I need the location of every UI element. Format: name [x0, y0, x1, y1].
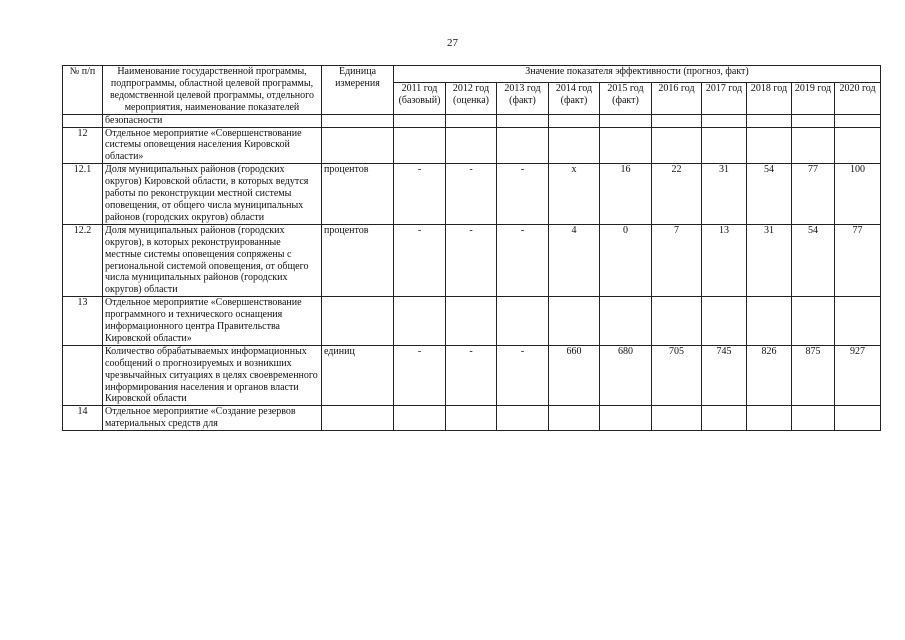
row-num: 12 [63, 127, 103, 164]
row-name: Количество обрабатываемых информационных сообщений о прогнозируемых и возникших чрезвычайных ситуациях в целях своевременного информирования населения и органов власти Кировской области [103, 345, 322, 406]
row-value [835, 406, 881, 431]
row-value [835, 297, 881, 346]
row-num: 14 [63, 406, 103, 431]
page-number: 27 [447, 37, 458, 49]
row-value: 680 [600, 345, 652, 406]
row-value: 4 [549, 224, 600, 296]
row-value: - [497, 345, 549, 406]
row-value [600, 127, 652, 164]
row-value [747, 406, 792, 431]
row-value [652, 297, 702, 346]
row-unit: процентов [322, 224, 394, 296]
row-value [497, 127, 549, 164]
header-num: № п/п [63, 66, 103, 115]
row-value [549, 114, 600, 127]
table-row [63, 297, 881, 346]
row-value: 100 [835, 164, 881, 225]
table-row [63, 224, 881, 296]
row-value: 745 [702, 345, 747, 406]
row-value: 826 [747, 345, 792, 406]
row-value: 660 [549, 345, 600, 406]
row-value: 31 [702, 164, 747, 225]
row-name: Доля муниципальных районов (городских округов) Кировской области, в которых ведутся работы по реконструкции местной системы оповещения, от общего числа муниципальных районов (городских округов) области [103, 164, 322, 225]
row-value [600, 406, 652, 431]
header-values-group: Значение показателя эффективности (прогноз, факт) [394, 66, 881, 83]
indicators-table [62, 65, 881, 431]
row-value: 22 [652, 164, 702, 225]
header-name: Наименование государственной программы, подпрограммы, областной целевой программы, ведомственной целевой программы, отдельного мероприятия, наименование показателей [103, 66, 322, 115]
row-num [63, 114, 103, 127]
row-unit [322, 127, 394, 164]
row-unit [322, 297, 394, 346]
header-row-1 [63, 66, 881, 83]
row-num: 12.2 [63, 224, 103, 296]
row-value [600, 297, 652, 346]
row-value: - [446, 224, 497, 296]
row-value [549, 406, 600, 431]
row-value [497, 406, 549, 431]
header-year: 2015 год (факт) [600, 82, 652, 114]
table-row [63, 406, 881, 431]
row-value [446, 127, 497, 164]
row-unit [322, 114, 394, 127]
row-value: 31 [747, 224, 792, 296]
row-unit [322, 406, 394, 431]
row-value [792, 297, 835, 346]
row-value [549, 127, 600, 164]
row-value: 77 [792, 164, 835, 225]
row-value [702, 114, 747, 127]
row-value [702, 406, 747, 431]
row-value: 705 [652, 345, 702, 406]
header-year: 2017 год [702, 82, 747, 114]
row-value [446, 297, 497, 346]
row-value [549, 297, 600, 346]
row-num: 13 [63, 297, 103, 346]
row-value [600, 114, 652, 127]
row-name: Отдельное мероприятие «Совершенствование системы оповещения населения Кировской области» [103, 127, 322, 164]
row-value [446, 406, 497, 431]
row-value [394, 127, 446, 164]
row-num: 12.1 [63, 164, 103, 225]
row-value: 54 [792, 224, 835, 296]
row-unit: процентов [322, 164, 394, 225]
row-value: - [446, 164, 497, 225]
header-year: 2020 год [835, 82, 881, 114]
row-name: безопасности [103, 114, 322, 127]
header-year: 2019 год [792, 82, 835, 114]
row-value [835, 127, 881, 164]
row-value [394, 297, 446, 346]
row-value [497, 297, 549, 346]
row-value [652, 127, 702, 164]
row-value [747, 114, 792, 127]
row-value: - [446, 345, 497, 406]
row-value [394, 114, 446, 127]
row-value: 927 [835, 345, 881, 406]
row-value: - [497, 164, 549, 225]
table-row [63, 127, 881, 164]
header-year: 2012 год (оценка) [446, 82, 497, 114]
table-row [63, 345, 881, 406]
row-value: 875 [792, 345, 835, 406]
header-unit: Единица измерения [322, 66, 394, 115]
row-value: 0 [600, 224, 652, 296]
row-value: 13 [702, 224, 747, 296]
row-name: Отдельное мероприятие «Совершенствование программного и технического оснащения информационного центра Правительства Кировской области» [103, 297, 322, 346]
row-value [652, 406, 702, 431]
row-value: - [394, 345, 446, 406]
table-row [63, 164, 881, 225]
row-value [747, 127, 792, 164]
header-year: 2014 год (факт) [549, 82, 600, 114]
row-value [702, 127, 747, 164]
row-value: - [497, 224, 549, 296]
table-row [63, 114, 881, 127]
header-year: 2018 год [747, 82, 792, 114]
row-value [792, 114, 835, 127]
row-value: 77 [835, 224, 881, 296]
row-value [747, 297, 792, 346]
row-value: 16 [600, 164, 652, 225]
row-value: 54 [747, 164, 792, 225]
row-unit: единиц [322, 345, 394, 406]
row-name: Отдельное мероприятие «Создание резервов материальных средств для [103, 406, 322, 431]
row-name: Доля муниципальных районов (городских округов), в которых реконструированные местные системы оповещения сопряжены с региональной системой оповещения, от общего числа муниципальных районов (городских округов) области [103, 224, 322, 296]
row-value [702, 297, 747, 346]
header-year: 2016 год [652, 82, 702, 114]
row-value [497, 114, 549, 127]
row-value: - [394, 224, 446, 296]
row-value [792, 127, 835, 164]
row-value [652, 114, 702, 127]
row-value [446, 114, 497, 127]
header-year: 2011 год (базовый) [394, 82, 446, 114]
row-value: x [549, 164, 600, 225]
row-value [394, 406, 446, 431]
header-year: 2013 год (факт) [497, 82, 549, 114]
row-value: - [394, 164, 446, 225]
row-num [63, 345, 103, 406]
row-value [792, 406, 835, 431]
row-value [835, 114, 881, 127]
row-value: 7 [652, 224, 702, 296]
